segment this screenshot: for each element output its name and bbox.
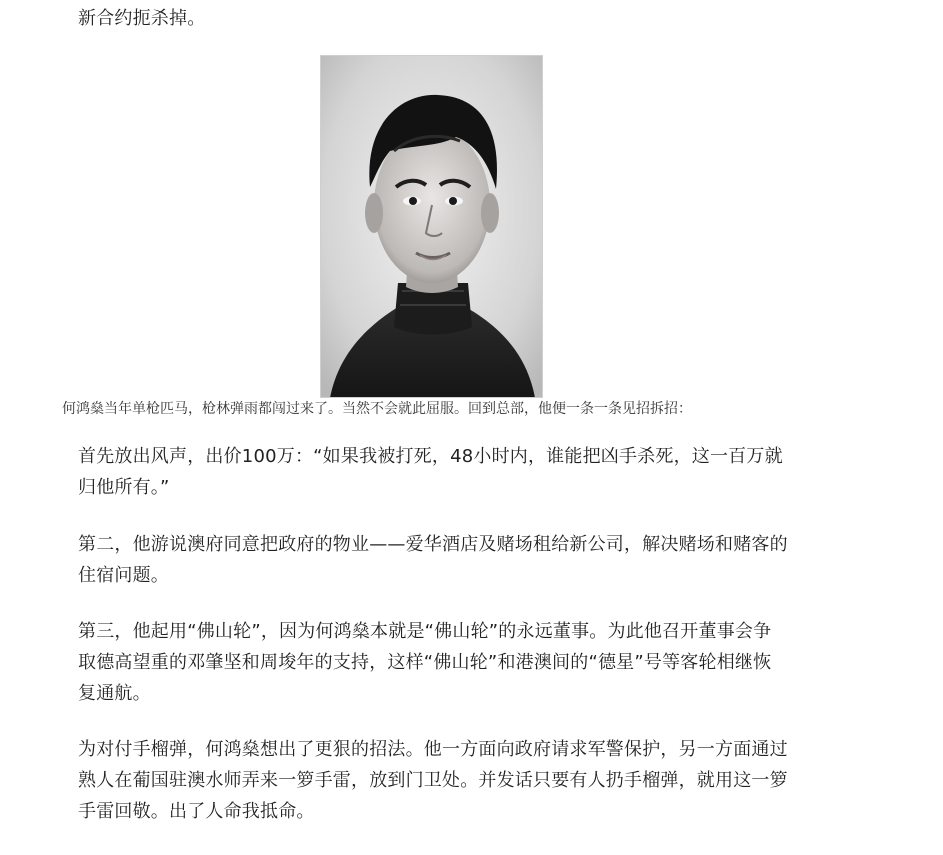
paragraph-2: 第二，他游说澳府同意把政府的物业——爱华酒店及赌场租给新公司，解决赌场和赌客的住宿问题。: [78, 534, 788, 586]
portrait-image: [320, 55, 543, 398]
paragraph-3: 第三，他起用“佛山轮”，因为何鸿燊本就是“佛山轮”的永远董事。为此他召开董事会争取德高望重的邓肇坚和周埈年的支持，这样“佛山轮”和港澳间的“德星”号等客轮相继恢复通航。: [78, 621, 772, 704]
photo-caption: 何鸿燊当年单枪匹马，枪林弹雨都闯过来了。当然不会就此屈服。回到总部，他便一条一条见招拆招：: [62, 401, 692, 417]
paragraph-intro-tail: 新合约扼杀掉。: [78, 8, 206, 29]
paragraph-4: 为对付手榴弹，何鸿燊想出了更狠的招法。他一方面向政府请求军警保护，另一方面通过熟人在葡国驻澳水师弄来一箩手雷，放到门卫处。并发话只要有人扔手榴弹，就用这一箩手雷回敬。出了人命我抵命。: [78, 739, 788, 822]
portrait-photo: [320, 55, 543, 398]
paragraph-1: 首先放出风声，出价100万：“如果我被打死，48小时内，谁能把凶手杀死，这一百万就归他所有。”: [78, 446, 783, 498]
